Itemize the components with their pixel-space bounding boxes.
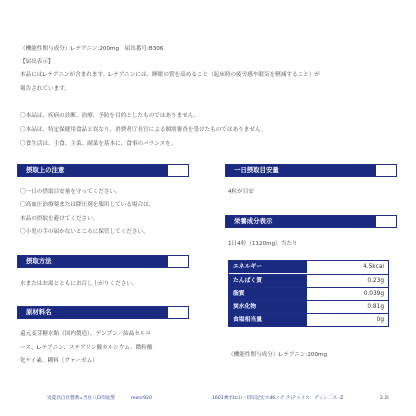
table-row: [229, 287, 388, 300]
ingredients-line-1: 還元麦芽糖水飴（国内製造）、デンプン／結晶セルロ: [20, 331, 152, 337]
method-header: [17, 255, 189, 268]
precaution-line-4: 〇小児の手の届かないところに保管してください。: [20, 229, 149, 235]
note-1: 〇本品は、疾病の診断、治療、予防を目的としたものではありません。: [20, 113, 200, 119]
footer-code: menr920: [131, 396, 152, 401]
ingredients-line-2: ース、L-テアニン、ステアリン酸カルシウム、微粒酸: [20, 345, 153, 351]
daily-intake-text: 4粒が目安: [228, 189, 254, 195]
nutrition-title: 栄養成分表示: [226, 216, 376, 227]
table-row: [229, 313, 388, 326]
nutrient-label: 食塩相当量: [229, 314, 307, 326]
nutrient-value: 0.039g: [363, 291, 384, 297]
nutrient-value: 0.81g: [367, 304, 384, 310]
precaution-line-3: 本品の摂取を避けてください。: [20, 216, 99, 222]
precautions-title: 摂取上の注意: [18, 165, 168, 176]
footer-manufacturer: 実夏昌自社製剤=当社八CI印紘警: [47, 396, 116, 401]
note-2: 〇本品は、特定保健用食品と異なり、消費者庁長官による個別審査を受けたものではありません。: [20, 127, 267, 133]
precautions-header: [17, 164, 189, 177]
notice-line-1: 本品にはL-テアニンが含まれます。L-テアニンには、睡眠の質を高めること（起床時の疲労感や眠気を軽減すること）が: [20, 72, 320, 78]
ingredients-line-3: 化ケイ素、糊料（グァーガム）: [20, 358, 98, 364]
notice-line-2: 報告されています。: [20, 86, 70, 92]
nutrient-value: 0g: [376, 317, 384, 323]
table-row: [229, 261, 388, 274]
functional-claim-line: （機能性関与成分）L-テアニン:200mg 届出番号:B306: [20, 46, 164, 52]
nutrient-label: たんぱく質: [229, 275, 307, 287]
method-title: 摂取方法: [18, 256, 168, 267]
nutrition-serving: 1日4粒（1120mg）当たり: [228, 241, 298, 247]
precaution-line-2: 〇高血圧治療薬または降圧剤を服用している場合は、: [20, 202, 155, 208]
nutrient-value: 0.23g: [367, 278, 384, 284]
nutrient-label: エネルギー: [229, 261, 307, 273]
footer-contact: 1601乗ポtc山一切印記宏ホ46ノデ.アiテメイス：ディン二ス-.Z: [212, 396, 344, 401]
nutrition-header: [225, 215, 397, 228]
ingredients-header: [17, 306, 189, 319]
footer-extra: 2.2I: [380, 396, 389, 401]
nutrient-label: 脂質: [229, 288, 307, 300]
functional-component-note: （機能性関与成分）L-テアニン:200mg: [228, 352, 328, 358]
method-text: 水またはお湯とともにお召し上がりください。: [20, 281, 138, 287]
nutrient-value: 4.5kcal: [363, 264, 384, 270]
precaution-line-1: 〇一日の摂取目安量を守ってください。: [20, 189, 121, 195]
nutrient-label: 炭水化物: [229, 301, 307, 313]
note-3: 〇食生活は、主食、主菜、副菜を基本に、食事のバランスを。: [20, 141, 177, 147]
daily-intake-title: 一日摂取目安量: [226, 165, 376, 176]
table-row: [229, 274, 388, 287]
nutrition-table: [228, 260, 389, 327]
notice-header: 【届出表示】: [20, 59, 54, 65]
daily-intake-header: [225, 164, 397, 177]
table-row: [229, 300, 388, 313]
ingredients-title: 原材料名: [18, 307, 168, 318]
